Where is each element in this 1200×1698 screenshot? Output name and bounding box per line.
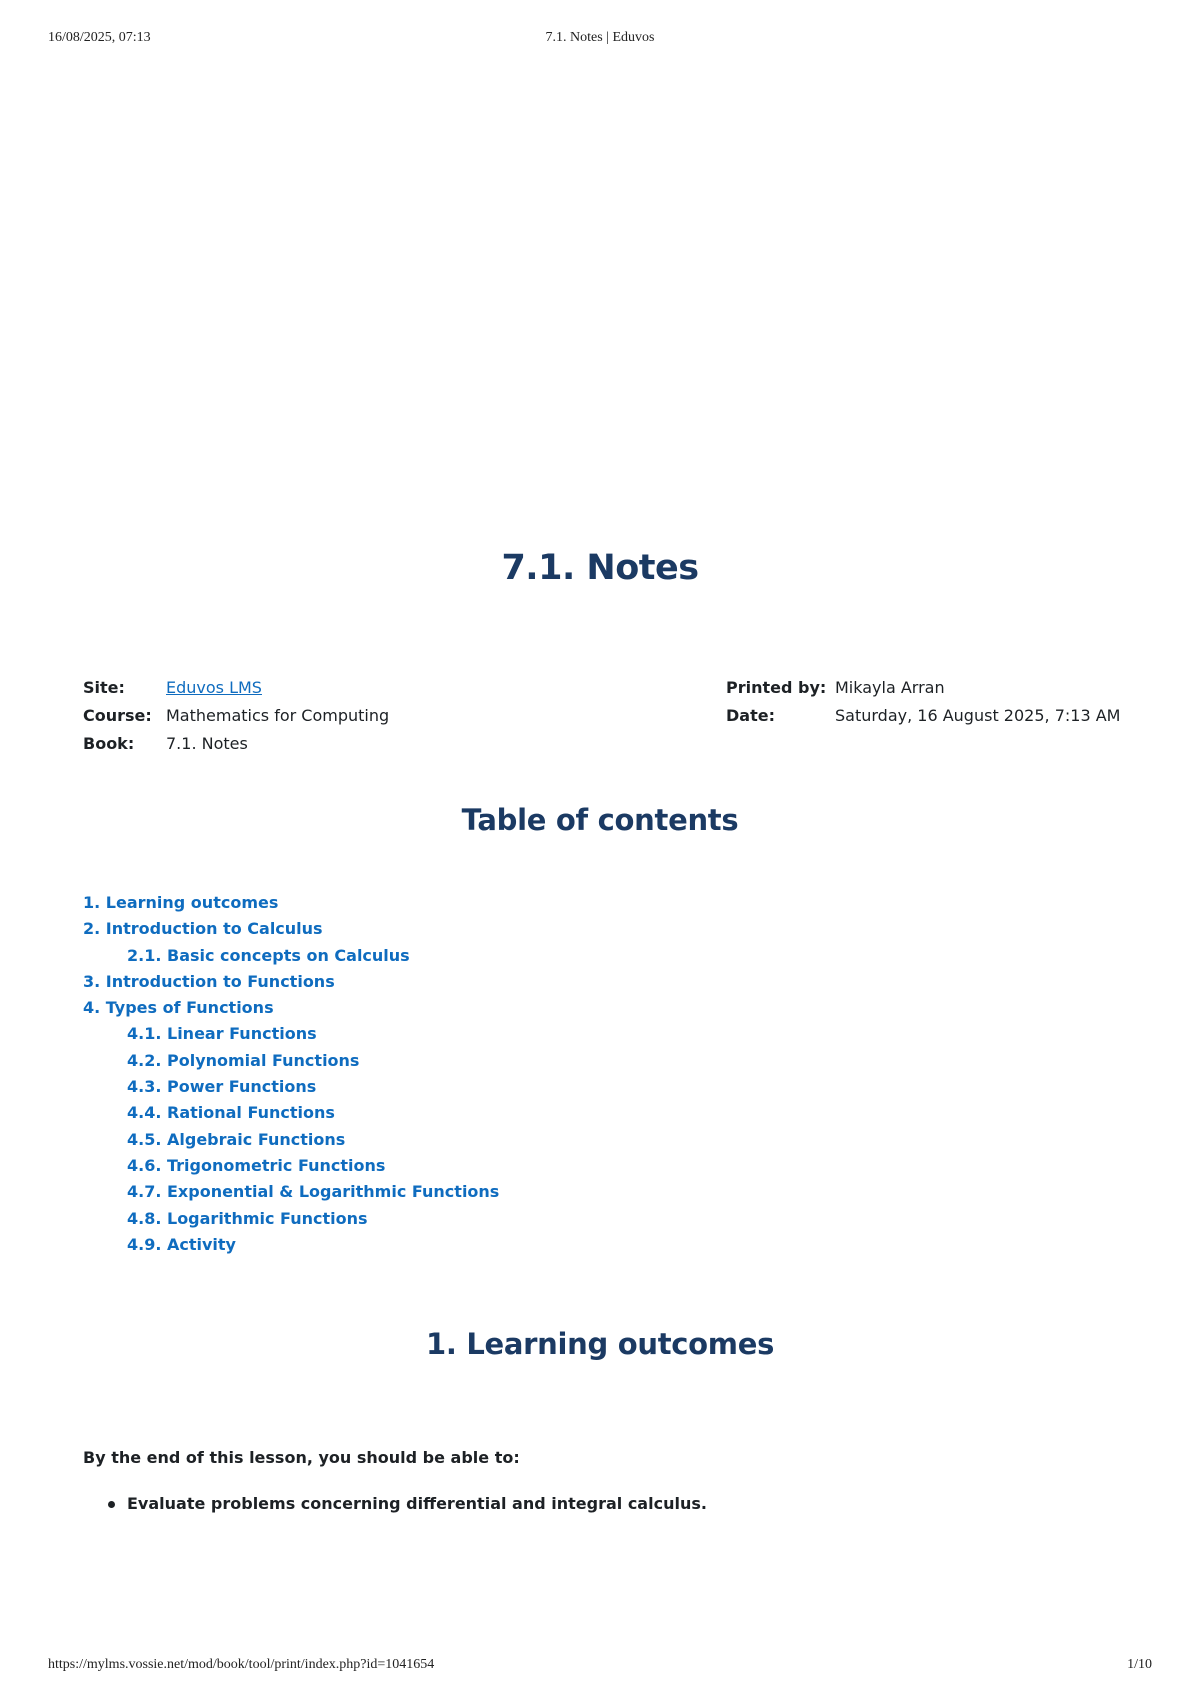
toc-link[interactable]: 4. Types of Functions xyxy=(83,998,274,1018)
book-title: 7.1. Notes xyxy=(501,548,699,588)
toc-subitem xyxy=(83,1048,499,1074)
course-value: Mathematics for Computing xyxy=(166,706,390,725)
toc-link[interactable]: 4.1. Linear Functions xyxy=(127,1024,317,1044)
print-page-title: 7.1. Notes | Eduvos xyxy=(545,30,655,45)
print-datetime: 16/08/2025, 07:13 xyxy=(48,30,151,45)
site-link[interactable]: Eduvos LMS xyxy=(166,678,262,697)
toc-link[interactable]: 4.4. Rational Functions xyxy=(127,1103,335,1123)
book-meta-table xyxy=(83,678,1123,762)
meta-row-book xyxy=(83,734,1123,762)
toc-link[interactable]: 4.8. Logarithmic Functions xyxy=(127,1208,368,1228)
outcomes-list xyxy=(83,1492,707,1516)
outcome-text: Evaluate problems concerning differential and integral calculus. xyxy=(127,1494,707,1513)
print-header xyxy=(48,30,1152,52)
toc-item xyxy=(83,995,499,1021)
toc-link[interactable]: 2.1. Basic concepts on Calculus xyxy=(127,945,410,965)
toc-link[interactable]: 4.3. Power Functions xyxy=(127,1077,317,1097)
toc-subitem xyxy=(83,1153,499,1179)
section-title: 1. Learning outcomes xyxy=(425,1327,775,1361)
toc-link[interactable]: 4.2. Polynomial Functions xyxy=(127,1050,360,1070)
toc-link[interactable]: 4.9. Activity xyxy=(127,1234,236,1254)
toc-title: Table of contents xyxy=(461,803,739,837)
book-value: 7.1. Notes xyxy=(166,734,248,753)
toc-item xyxy=(83,916,499,942)
toc-subitem xyxy=(83,1100,499,1126)
print-footer xyxy=(48,1657,1152,1679)
toc-link[interactable]: 4.5. Algebraic Functions xyxy=(127,1129,346,1149)
date-value: Saturday, 16 August 2025, 7:13 AM xyxy=(835,706,1121,725)
toc-link[interactable]: 3. Introduction to Functions xyxy=(83,971,335,991)
book-label: Book: xyxy=(83,734,135,753)
printed-by-value: Mikayla Arran xyxy=(835,678,945,697)
bullet-icon xyxy=(108,1501,115,1508)
toc-link[interactable]: 1. Learning outcomes xyxy=(83,893,279,912)
course-label: Course: xyxy=(83,706,152,725)
toc-subitem xyxy=(83,1232,499,1258)
print-page-number: 1/10 xyxy=(1127,1657,1152,1672)
toc-subitem xyxy=(83,1179,499,1205)
section-intro: By the end of this lesson, you should be able to: xyxy=(83,1448,520,1467)
toc-subitem xyxy=(83,943,499,969)
toc-subitem xyxy=(83,1074,499,1100)
toc-subitem xyxy=(83,1021,499,1047)
meta-row-site xyxy=(83,678,1123,706)
date-label: Date: xyxy=(726,706,775,725)
meta-row-course xyxy=(83,706,1123,734)
toc-link[interactable]: 4.7. Exponential & Logarithmic Functions xyxy=(127,1182,500,1202)
print-url: https://mylms.vossie.net/mod/book/tool/print/index.php?id=1041654 xyxy=(48,1657,435,1672)
toc-list xyxy=(83,890,499,1258)
toc-subitem xyxy=(83,1127,499,1153)
printed-by-label: Printed by: xyxy=(726,678,827,697)
toc-item xyxy=(83,969,499,995)
toc-link[interactable]: 2. Introduction to Calculus xyxy=(83,919,323,939)
toc-link[interactable]: 4.6. Trigonometric Functions xyxy=(127,1155,386,1175)
toc-subitem xyxy=(83,1206,499,1232)
list-item xyxy=(83,1492,707,1516)
toc-item xyxy=(83,890,499,916)
site-label: Site: xyxy=(83,678,125,697)
